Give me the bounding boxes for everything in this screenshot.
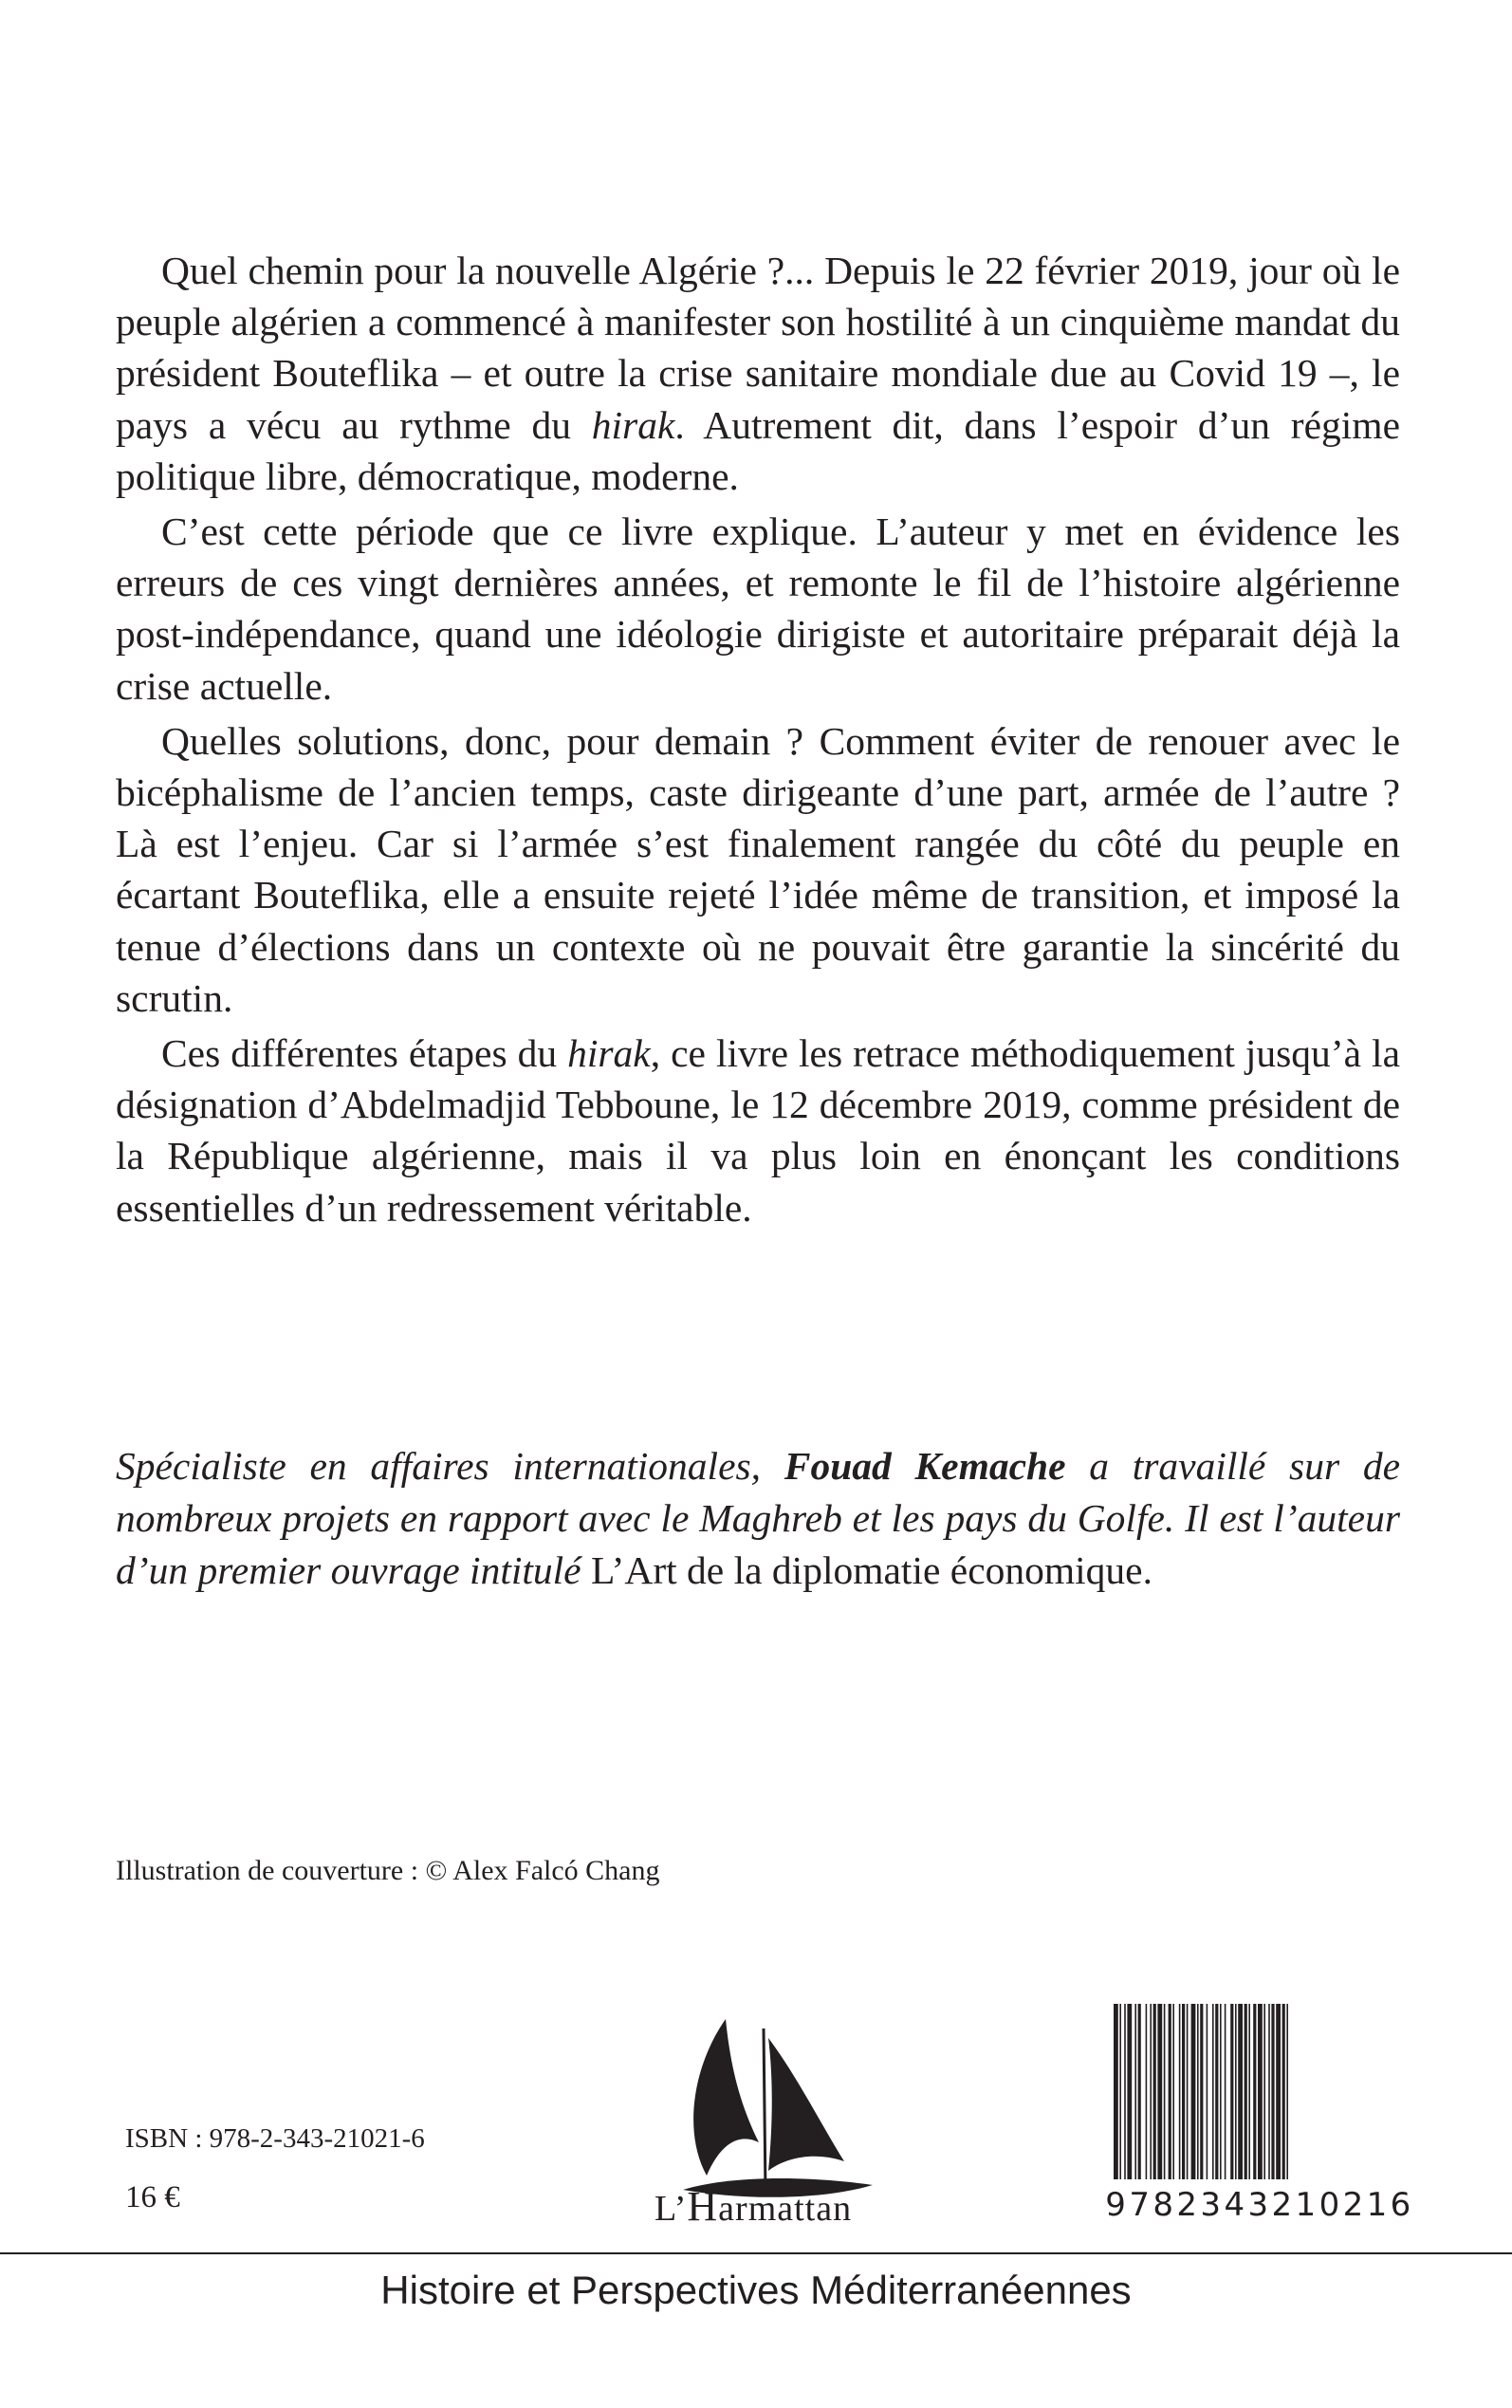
- previous-book-title: L’Art de la diplomatie économique: [590, 1548, 1143, 1592]
- blurb-emphasis: hirak: [567, 1031, 651, 1076]
- barcode-bar: [1172, 2004, 1174, 2179]
- barcode-bar: [1271, 2004, 1274, 2179]
- blurb-text: , ce livre les retrace méthodiquement jusqu’à la désignation d’Abdelmadjid Tebboune, le 12 décembre 2019, comme président de la République algérienne, mais il va plus loin en énonçant les conditions essentielles d’un redressement véritable.: [116, 1031, 1400, 1230]
- author-name: Fouad Kemache: [784, 1444, 1066, 1488]
- barcode-bar: [1268, 2004, 1270, 2179]
- barcode-bar: [1153, 2004, 1156, 2179]
- price: 16 €: [125, 2180, 180, 2214]
- barcode-bar: [1197, 2004, 1199, 2179]
- barcode-bar: [1146, 2004, 1148, 2179]
- blurb-text: Ces différentes étapes du: [161, 1031, 568, 1076]
- blurb-paragraph-4: [116, 1028, 1400, 1233]
- barcode-bar: [1238, 2004, 1243, 2179]
- bio-text: .: [1142, 1548, 1152, 1592]
- barcode-bar: [1215, 2004, 1218, 2179]
- barcode-bar: [1212, 2004, 1214, 2179]
- barcode-digits: 9782343210216: [1105, 2186, 1414, 2224]
- blurb-text: . Autrement dit, dans l’espoir d’un régime politique libre, démocratique, moderne.: [116, 402, 1400, 498]
- barcode-bar: [1157, 2004, 1162, 2179]
- barcode-bar: [1182, 2004, 1185, 2179]
- blurb-text: Quel chemin pour la nouvelle Algérie ?... Depuis le 22 février 2019, jour où le peuple algérien a commencé à manifester son hostilité à un cinquième mandat du président Bouteflika – et outre la crise sanitaire mondiale due au Covid 19 –, le pays a vécu au rythme du: [116, 249, 1400, 447]
- barcode-bar: [1127, 2004, 1132, 2179]
- barcode-bar: [1258, 2004, 1263, 2179]
- barcode-bar: [1134, 2004, 1136, 2179]
- barcode-bar: [1207, 2004, 1208, 2179]
- barcode-bar: [1225, 2004, 1226, 2179]
- blurb-paragraph-1: [116, 245, 1400, 502]
- barcode-bar: [1282, 2004, 1285, 2179]
- barcode-bar: [1235, 2004, 1237, 2179]
- barcode-bar: [1169, 2004, 1171, 2179]
- publisher-initial: H: [687, 2183, 719, 2230]
- barcode-bar: [1191, 2004, 1196, 2179]
- publisher-prefix: L’: [655, 2189, 688, 2229]
- blurb-paragraph-3: Quelles solutions, donc, pour demain ? Comment éviter de renouer avec le bicéphalisme de l’ancien temps, caste dirigeante d’une part, armée de l’autre ? Là est l’enjeu. Car si l’armée s’est finalement rangée du côté du peuple en écartant Bouteflika, elle a ensuite rejeté l’idée même de transition, et imposé la tenue d’élections dans un contexte où ne pouvait être garantie la sincérité du scrutin.: [116, 718, 1400, 1020]
- isbn: ISBN : 978-2-343-21021-6: [125, 2123, 425, 2154]
- barcode-bar: [1114, 2004, 1118, 2179]
- barcode-bar: [1119, 2004, 1121, 2179]
- series-title: Histoire et Perspectives Méditerranéennes: [380, 2268, 1132, 2312]
- barcode-bar: [1179, 2004, 1181, 2179]
- cover-illustration-credit: Illustration de couverture : © Alex Falcó Chang: [116, 1855, 660, 1886]
- author-bio: [116, 1440, 1400, 1597]
- barcode-bar: [1248, 2004, 1250, 2179]
- barcode-bar: [1164, 2004, 1166, 2179]
- barcode-bar: [1150, 2004, 1152, 2179]
- barcode-bar: [1124, 2004, 1126, 2179]
- publisher-rest: armattan: [718, 2189, 853, 2229]
- blurb-paragraph-2: C’est cette période que ce livre explique. L’auteur y met en évidence les erreurs de ces vingt dernières années, et remonte le fil de l’histoire algérienne post-indépendance, quand une idéologie dirigiste et autoritaire préparait déjà la crise actuelle.: [116, 509, 1400, 708]
- blurb-emphasis: hirak: [591, 402, 675, 447]
- barcode-bar: [1187, 2004, 1189, 2179]
- barcode-bar: [1220, 2004, 1222, 2179]
- barcode-bar: [1253, 2004, 1256, 2179]
- bio-text: a travaillé sur de nombreux projets en rapport avec le Maghreb et les pays du Golfe. Il est l’auteur d’un premier ouvrage intitulé: [116, 1444, 1400, 1592]
- barcode-bar: [1245, 2004, 1247, 2179]
- barcode-bar: [1276, 2004, 1281, 2179]
- bio-text: Spécialiste en affaires internationales,: [116, 1444, 784, 1488]
- barcode-bar: [1230, 2004, 1233, 2179]
- barcode-bar: [1200, 2004, 1203, 2179]
- barcode-bar: [1286, 2004, 1288, 2179]
- series-divider: [0, 2252, 1512, 2254]
- publisher-name: [655, 2182, 852, 2231]
- barcode-bar: [1138, 2004, 1141, 2179]
- barcode-bar: [1263, 2004, 1265, 2179]
- back-cover-blurb: [116, 245, 1400, 1237]
